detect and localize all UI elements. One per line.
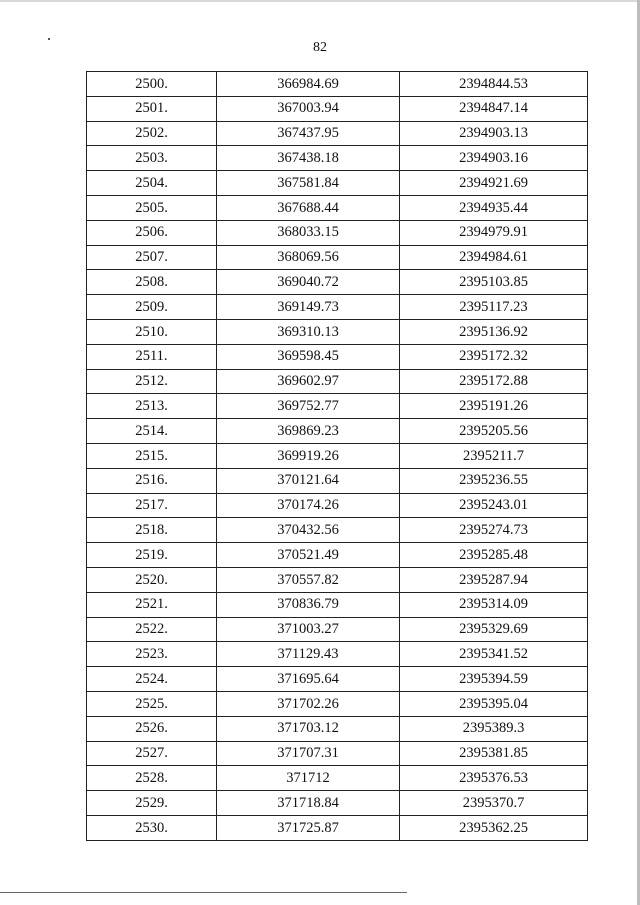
table-row <box>87 791 588 816</box>
y-coordinate-cell: 2395370.7 <box>400 791 588 816</box>
point-number-cell: 2500. <box>87 72 217 97</box>
y-coordinate-cell: 2394844.53 <box>400 72 588 97</box>
table-row <box>87 642 588 667</box>
x-coordinate-cell: 371718.84 <box>217 791 400 816</box>
x-coordinate-cell: 371129.43 <box>217 642 400 667</box>
x-coordinate-cell: 371003.27 <box>217 617 400 642</box>
table-row <box>87 171 588 196</box>
y-coordinate-cell: 2394903.16 <box>400 146 588 171</box>
table-row <box>87 691 588 716</box>
y-coordinate-cell: 2395394.59 <box>400 667 588 692</box>
table-row <box>87 245 588 270</box>
table-row <box>87 468 588 493</box>
point-number-cell: 2522. <box>87 617 217 642</box>
x-coordinate-cell: 370121.64 <box>217 468 400 493</box>
point-number-cell: 2520. <box>87 567 217 592</box>
y-coordinate-cell: 2394847.14 <box>400 96 588 121</box>
table-row <box>87 220 588 245</box>
y-coordinate-cell: 2395314.09 <box>400 592 588 617</box>
y-coordinate-cell: 2395389.3 <box>400 716 588 741</box>
footer-rule <box>0 892 407 893</box>
y-coordinate-cell: 2394921.69 <box>400 171 588 196</box>
y-coordinate-cell: 2395362.25 <box>400 815 588 840</box>
point-number-cell: 2529. <box>87 791 217 816</box>
y-coordinate-cell: 2395191.26 <box>400 394 588 419</box>
page-number: 82 <box>313 40 327 55</box>
table-row <box>87 815 588 840</box>
scan-edge-top <box>0 0 640 2</box>
x-coordinate-cell: 369919.26 <box>217 443 400 468</box>
point-number-cell: 2501. <box>87 96 217 121</box>
point-number-cell: 2502. <box>87 121 217 146</box>
table-row <box>87 543 588 568</box>
x-coordinate-cell: 370521.49 <box>217 543 400 568</box>
x-coordinate-cell: 371712 <box>217 766 400 791</box>
x-coordinate-cell: 371695.64 <box>217 667 400 692</box>
x-coordinate-cell: 369040.72 <box>217 270 400 295</box>
x-coordinate-cell: 368033.15 <box>217 220 400 245</box>
table-row <box>87 319 588 344</box>
x-coordinate-cell: 370432.56 <box>217 518 400 543</box>
x-coordinate-cell: 370557.82 <box>217 567 400 592</box>
x-coordinate-cell: 369752.77 <box>217 394 400 419</box>
table-row <box>87 592 588 617</box>
table-row <box>87 121 588 146</box>
table-row <box>87 96 588 121</box>
x-coordinate-cell: 369598.45 <box>217 344 400 369</box>
table-row <box>87 270 588 295</box>
x-coordinate-cell: 371702.26 <box>217 691 400 716</box>
table-row <box>87 419 588 444</box>
x-coordinate-cell: 368069.56 <box>217 245 400 270</box>
point-number-cell: 2505. <box>87 195 217 220</box>
point-number-cell: 2526. <box>87 716 217 741</box>
x-coordinate-cell: 370174.26 <box>217 493 400 518</box>
y-coordinate-cell: 2394935.44 <box>400 195 588 220</box>
point-number-cell: 2503. <box>87 146 217 171</box>
point-number-cell: 2510. <box>87 319 217 344</box>
y-coordinate-cell: 2395117.23 <box>400 295 588 320</box>
y-coordinate-cell: 2395172.32 <box>400 344 588 369</box>
table-row <box>87 369 588 394</box>
x-coordinate-cell: 371703.12 <box>217 716 400 741</box>
y-coordinate-cell: 2394979.91 <box>400 220 588 245</box>
y-coordinate-cell: 2395274.73 <box>400 518 588 543</box>
point-number-cell: 2513. <box>87 394 217 419</box>
y-coordinate-cell: 2395172.88 <box>400 369 588 394</box>
y-coordinate-cell: 2395341.52 <box>400 642 588 667</box>
point-number-cell: 2506. <box>87 220 217 245</box>
point-number-cell: 2524. <box>87 667 217 692</box>
y-coordinate-cell: 2395211.7 <box>400 443 588 468</box>
point-number-cell: 2527. <box>87 741 217 766</box>
table-row <box>87 72 588 97</box>
x-coordinate-cell: 369149.73 <box>217 295 400 320</box>
y-coordinate-cell: 2394903.13 <box>400 121 588 146</box>
table-row <box>87 567 588 592</box>
coordinates-table <box>86 71 588 841</box>
point-number-cell: 2523. <box>87 642 217 667</box>
point-number-cell: 2517. <box>87 493 217 518</box>
point-number-cell: 2509. <box>87 295 217 320</box>
x-coordinate-cell: 367688.44 <box>217 195 400 220</box>
table-row <box>87 344 588 369</box>
y-coordinate-cell: 2395376.53 <box>400 766 588 791</box>
y-coordinate-cell: 2394984.61 <box>400 245 588 270</box>
x-coordinate-cell: 367438.18 <box>217 146 400 171</box>
x-coordinate-cell: 369310.13 <box>217 319 400 344</box>
y-coordinate-cell: 2395205.56 <box>400 419 588 444</box>
table-row <box>87 295 588 320</box>
y-coordinate-cell: 2395287.94 <box>400 567 588 592</box>
y-coordinate-cell: 2395236.55 <box>400 468 588 493</box>
table-row <box>87 617 588 642</box>
y-coordinate-cell: 2395381.85 <box>400 741 588 766</box>
y-coordinate-cell: 2395329.69 <box>400 617 588 642</box>
coordinates-table-body <box>87 72 588 841</box>
x-coordinate-cell: 369602.97 <box>217 369 400 394</box>
point-number-cell: 2518. <box>87 518 217 543</box>
table-row <box>87 146 588 171</box>
x-coordinate-cell: 367437.95 <box>217 121 400 146</box>
point-number-cell: 2519. <box>87 543 217 568</box>
y-coordinate-cell: 2395136.92 <box>400 319 588 344</box>
point-number-cell: 2507. <box>87 245 217 270</box>
point-number-cell: 2525. <box>87 691 217 716</box>
y-coordinate-cell: 2395285.48 <box>400 543 588 568</box>
point-number-cell: 2521. <box>87 592 217 617</box>
y-coordinate-cell: 2395243.01 <box>400 493 588 518</box>
table-row <box>87 741 588 766</box>
point-number-cell: 2528. <box>87 766 217 791</box>
x-coordinate-cell: 370836.79 <box>217 592 400 617</box>
x-coordinate-cell: 371707.31 <box>217 741 400 766</box>
point-number-cell: 2508. <box>87 270 217 295</box>
point-number-cell: 2530. <box>87 815 217 840</box>
table-row <box>87 195 588 220</box>
point-number-cell: 2504. <box>87 171 217 196</box>
table-row <box>87 443 588 468</box>
point-number-cell: 2515. <box>87 443 217 468</box>
x-coordinate-cell: 369869.23 <box>217 419 400 444</box>
table-row <box>87 766 588 791</box>
table-row <box>87 716 588 741</box>
point-number-cell: 2514. <box>87 419 217 444</box>
x-coordinate-cell: 371725.87 <box>217 815 400 840</box>
point-number-cell: 2512. <box>87 369 217 394</box>
table-row <box>87 518 588 543</box>
point-number-cell: 2511. <box>87 344 217 369</box>
table-row <box>87 394 588 419</box>
x-coordinate-cell: 367581.84 <box>217 171 400 196</box>
point-number-cell: 2516. <box>87 468 217 493</box>
table-row <box>87 667 588 692</box>
y-coordinate-cell: 2395103.85 <box>400 270 588 295</box>
y-coordinate-cell: 2395395.04 <box>400 691 588 716</box>
x-coordinate-cell: 366984.69 <box>217 72 400 97</box>
x-coordinate-cell: 367003.94 <box>217 96 400 121</box>
table-row <box>87 493 588 518</box>
